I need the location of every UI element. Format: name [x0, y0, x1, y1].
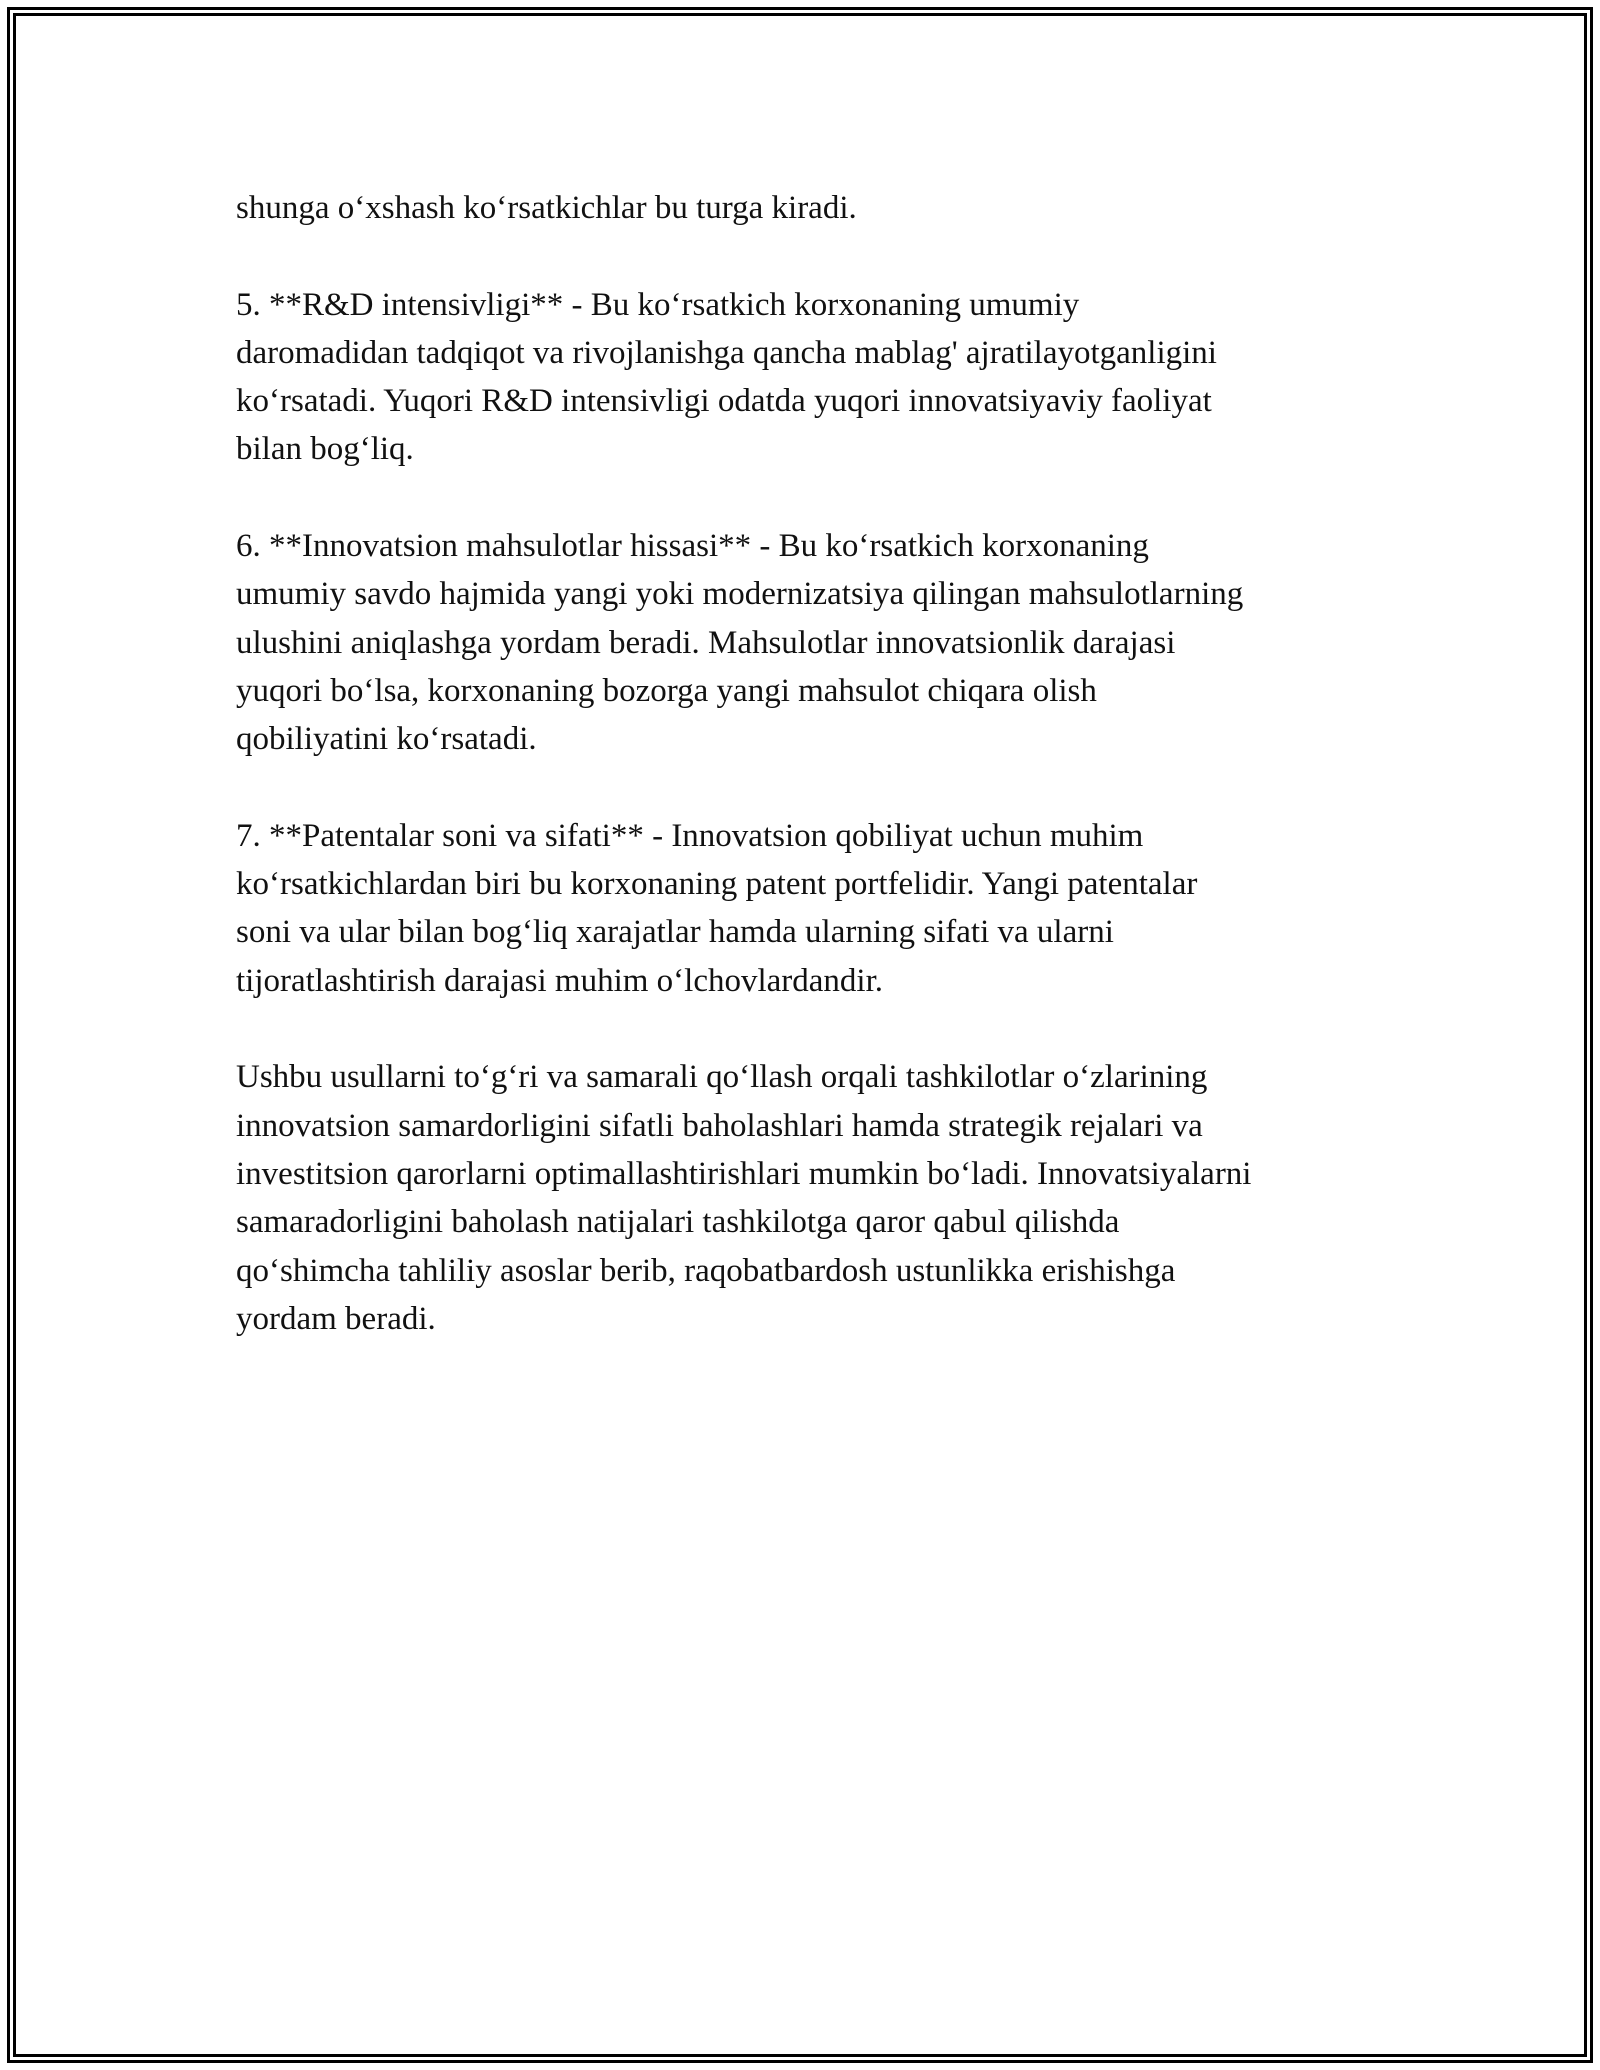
- paragraph-conclusion: Ushbu usullarni to‘g‘ri va samarali qo‘llash orqali tashkilotlar o‘zlarining innovatsion samardorligini sifatli baholashlari hamda strategik rejalari va investitsion qarorlarni optimallashtirishlari mumkin bo‘ladi. Innovatsiyalarni samaradorligini baholash natijalari tashkilotga qaror qabul qilishda qo‘shimcha tahliliy asoslar berib, raqobatbardosh ustunlikka erishishga yordam beradi.: [236, 1059, 1252, 1337]
- paragraph-continuation: shunga o‘xshash ko‘rsatkichlar bu turga kiradi.: [236, 190, 857, 226]
- document-body: [236, 184, 1366, 1391]
- paragraph-patents: 7. **Patentalar soni va sifati** - Innovatsion qobiliyat uchun muhim ko‘rsatkichlardan biri bu korxonaning patent portfelidir. Yangi patentalar soni va ular bilan bog‘liq xarajatlar hamda ularning sifati va ularni tijoratlashtirish darajasi muhim o‘lchovlardandir.: [236, 817, 1198, 999]
- paragraph-rd-intensity: 5. **R&D intensivligi** - Bu ko‘rsatkich korxonaning umumiy daromadidan tadqiqot va rivojlanishga qancha mablag' ajratilayotganligini ko‘rsatadi. Yuqori R&D intensivligi odatda yuqori innovatsiyaviy faoliyat bilan bog‘liq.: [236, 286, 1217, 468]
- paragraph-innovative-products-share: 6. **Innovatsion mahsulotlar hissasi** - Bu ko‘rsatkich korxonaning umumiy savdo hajmida yangi yoki modernizatsiya qilingan mahsulotlarning ulushini aniqlashga yordam beradi. Mahsulotlar innovatsionlik darajasi yuqori bo‘lsa, korxonaning bozorga yangi mahsulot chiqara olish qobiliyatini ko‘rsatadi.: [236, 528, 1244, 758]
